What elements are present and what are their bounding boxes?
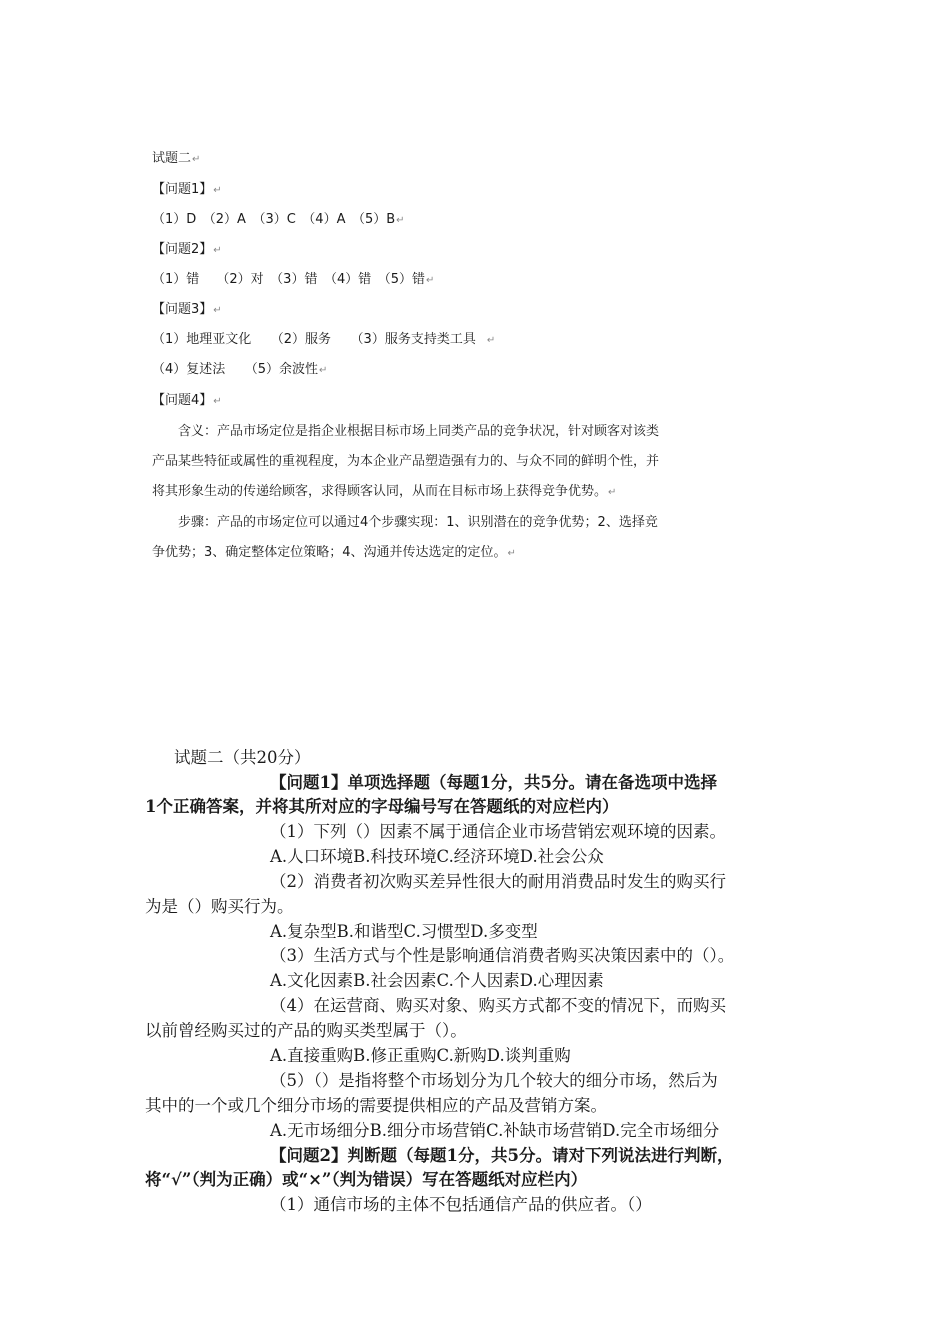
answer-q4-steps-2: 争优势；3、确定整体定位策略；4、沟通并传达选定的定位。↵ — [152, 545, 516, 560]
answer-q4-steps-1: 步骤：产品的市场定位可以通过4个步骤实现：1、识别潜在的竞争优势；2、选择竞 — [178, 515, 658, 530]
exam-q1-item-2-options: A.复杂型B.和谐型C.习惯型D.多变型 — [270, 922, 538, 941]
answer-q4-meaning-2: 产品某些特征或属性的重视程度，为本企业产品塑造强有力的、与众不同的鲜明个性，并 — [152, 454, 660, 469]
answer-q3-values-2: （4）复述法 （5）余波性↵ — [152, 362, 328, 377]
exam-q1-heading-1: 【问题1】单项选择题（每题1分，共5分。请在备选项中选择 — [270, 773, 717, 792]
answer-q4-meaning-3: 将其形象生动的传递给顾客，求得顾客认同，从而在目标市场上获得竞争优势。↵ — [152, 484, 617, 499]
exam-q1-item-1: （1）下列（）因素不属于通信企业市场营销宏观环境的因素。 — [270, 822, 726, 841]
exam-q1-item-4a: （4）在运营商、购买对象、购买方式都不变的情况下，而购买 — [270, 996, 726, 1015]
exam-q1-item-2b: 为是（）购买行为。 — [145, 897, 294, 916]
exam-q1-item-3-options: A.文化因素B.社会因素C.个人因素D.心理因素 — [270, 971, 604, 990]
exam-q1-item-4-options: A.直接重购B.修正重购C.新购D.谈判重购 — [270, 1046, 571, 1065]
answer-q4-heading: 【问题4】↵ — [152, 393, 222, 408]
exam-q2-heading-2: 将“√”（判为正确）或“×”（判为错误）写在答题纸对应栏内） — [145, 1170, 588, 1189]
exam-q1-item-2a: （2）消费者初次购买差异性很大的耐用消费品时发生的购买行 — [270, 872, 726, 891]
exam-q1-item-5a: （5）（）是指将整个市场划分为几个较大的细分市场，然后为 — [270, 1071, 718, 1090]
answer-q1-heading: 【问题1】↵ — [152, 182, 222, 197]
answer-q1-values: （1）D （2）A （3）C （4）A （5）B↵ — [152, 212, 405, 227]
exam-q1-item-3: （3）生活方式与个性是影响通信消费者购买决策因素中的（）。 — [270, 946, 735, 965]
answer-q2-values: （1）错 （2）对 （3）错 （4）错 （5）错↵ — [152, 272, 435, 287]
exam-title: 试题二（共20分） — [174, 748, 311, 767]
answer-q2-heading: 【问题2】↵ — [152, 242, 222, 257]
exam-q1-item-4b: 以前曾经购买过的产品的购买类型属于（）。 — [145, 1021, 467, 1040]
answer-q3-values-1: （1）地理亚文化 （2）服务 （3）服务支持类工具 ↵ — [152, 332, 496, 347]
answer-q3-heading: 【问题3】↵ — [152, 302, 222, 317]
exam-q2-heading-1: 【问题2】判断题（每题1分，共5分。请对下列说法进行判断， — [270, 1146, 734, 1165]
answer-title: 试题二↵ — [152, 151, 201, 166]
exam-q1-item-1-options: A.人口环境B.科技环境C.经济环境D.社会公众 — [270, 847, 604, 866]
exam-q2-item-1: （1）通信市场的主体不包括通信产品的供应者。（） — [270, 1195, 652, 1214]
exam-q1-heading-2: 1个正确答案，并将其所对应的字母编号写在答题纸的对应栏内） — [145, 797, 619, 816]
exam-q1-item-5b: 其中的一个或几个细分市场的需要提供相应的产品及营销方案。 — [145, 1096, 607, 1115]
exam-q1-item-5-options: A.无市场细分B.细分市场营销C.补缺市场营销D.完全市场细分 — [270, 1121, 720, 1140]
answer-q4-meaning-1: 含义：产品市场定位是指企业根据目标市场上同类产品的竞争状况，针对顾客对该类 — [178, 424, 660, 439]
